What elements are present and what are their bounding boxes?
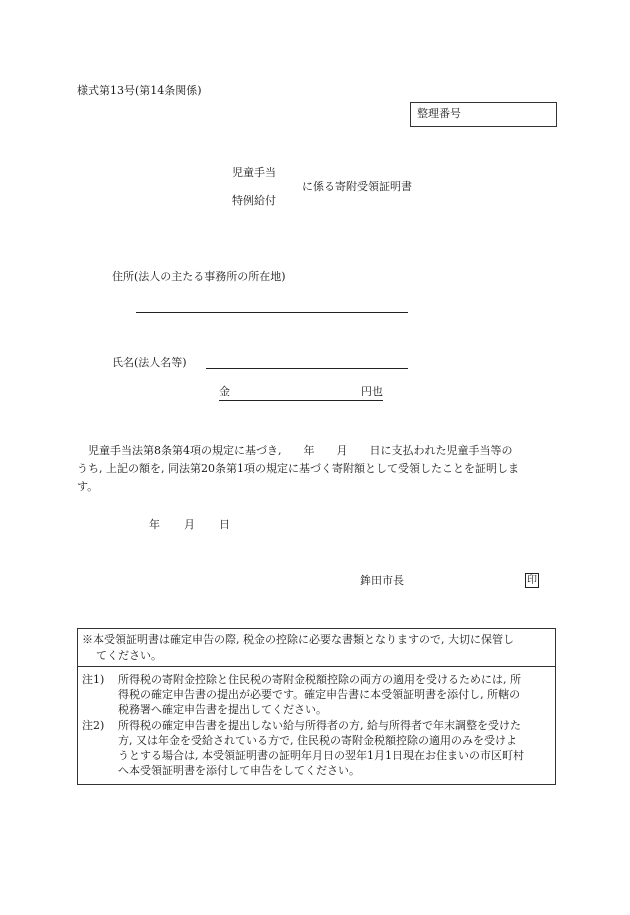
seal-mark: 印: [527, 575, 537, 586]
address-line[interactable]: [136, 312, 408, 313]
notes-box: [77, 628, 556, 785]
issuer: 鉾田市長: [360, 574, 404, 587]
date-day: 日: [219, 518, 230, 531]
title-line1: 児童手当: [232, 166, 276, 179]
statement: [77, 442, 557, 496]
note1-line1: 所得税の寄附金控除と住民税の寄附金税額控除の両方の適用を受けるためには, 所: [118, 673, 521, 686]
statement-line3: す。: [77, 480, 99, 493]
amount-prefix: 金: [219, 385, 230, 398]
ref-number-label: 整理番号: [417, 107, 461, 120]
amount-field[interactable]: [219, 385, 383, 401]
title-line2: 特例給付: [232, 194, 276, 207]
form-id: 様式第13号(第14条関係): [77, 84, 202, 97]
note1-label: 注1): [82, 673, 105, 686]
title-suffix: に係る寄附受領証明書: [302, 180, 412, 193]
address-label: 住所(法人の主たる事務所の所在地): [112, 270, 286, 283]
amount-suffix: 円也: [361, 385, 383, 398]
statement-line1: 児童手当法第8条第4項の規定に基づき, 年 月 日に支払われた児童手当等の: [88, 444, 513, 457]
date-month: 月: [184, 518, 195, 531]
note1-line3: 税務署へ確定申告書を提出してください。: [118, 703, 327, 716]
note2-line4: へ本受領証明書を添付して申告をしてください。: [118, 764, 360, 777]
note2-line1: 所得税の確定申告書を提出しない給与所得者の方, 給与所得者で年末調整を受けた: [118, 719, 521, 732]
ref-number-box: [410, 102, 557, 127]
note1-line2: 得税の確定申告書の提出が必要です。確定申告書に本受領証明書を添付し, 所轄の: [118, 688, 521, 701]
name-label: 氏名(法人名等): [112, 356, 187, 369]
date-year: 年: [149, 518, 160, 531]
notes-header-line2: てください。: [96, 649, 162, 662]
notes-header: [78, 629, 555, 667]
name-line[interactable]: [206, 368, 408, 369]
notes-header-line1: ※本受領証明書は確定申告の際, 税金の控除に必要な書類となりますので, 大切に保管し: [82, 633, 514, 646]
note2-line3: うとする場合は, 本受領証明書の証明年月日の翌年1月1日現在お住まいの市区町村: [118, 749, 524, 762]
note2-label: 注2): [82, 719, 105, 732]
note2-line2: 方, 又は年金を受給されている方で, 住民税の寄附金税額控除の適用のみを受けよ: [118, 734, 517, 747]
statement-line2: うち, 上記の額を, 同法第20条第1項の規定に基づく寄附額として受領したことを証明しま: [77, 462, 519, 475]
